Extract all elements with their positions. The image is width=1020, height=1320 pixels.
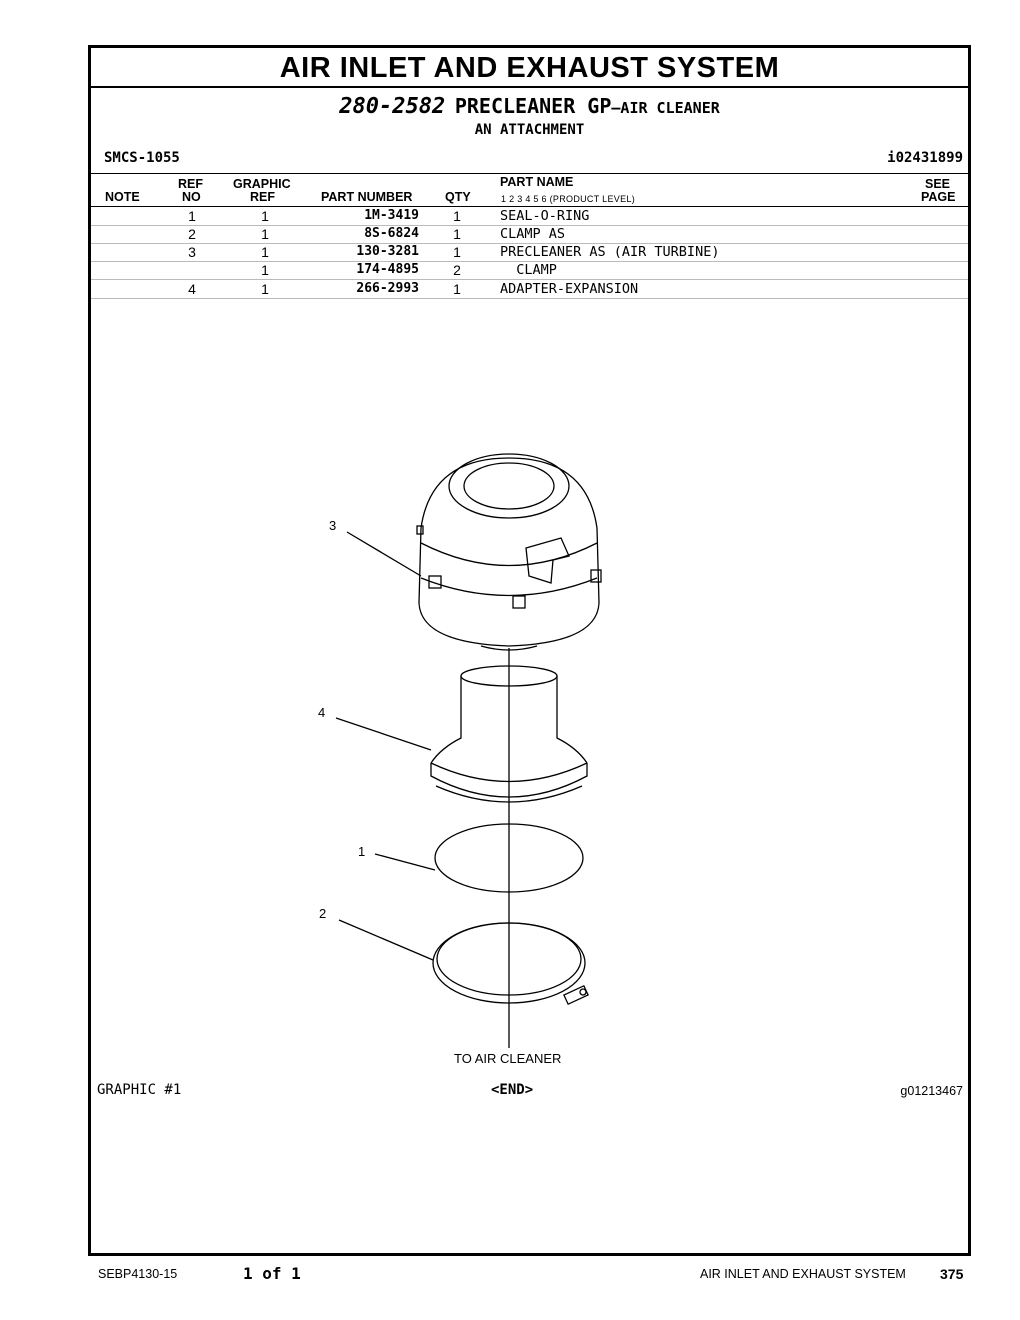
col-header-qty: QTY xyxy=(445,190,471,204)
group-part-number: 280-2582 xyxy=(339,94,446,119)
col-header-part-number: PART NUMBER xyxy=(321,190,413,204)
footer-section: AIR INLET AND EXHAUST SYSTEM xyxy=(700,1267,906,1281)
section-title: AIR INLET AND EXHAUST SYSTEM xyxy=(91,50,968,88)
smcs-code: SMCS-1055 xyxy=(104,150,180,166)
leader-line-3 xyxy=(347,532,421,576)
part-name: CLAMP xyxy=(500,262,557,278)
illustration-id: i02431899 xyxy=(887,150,963,166)
graphic-ref: 1 xyxy=(261,244,269,260)
leader-line-4 xyxy=(336,718,431,750)
col-header-see-top: SEE xyxy=(925,177,951,191)
graphic-ref: 1 xyxy=(261,226,269,242)
col-header-ref-bottom: NO xyxy=(182,190,201,204)
qty: 1 xyxy=(453,208,461,224)
part-name: ADAPTER-EXPANSION xyxy=(500,281,639,297)
part-number: 174-4895 xyxy=(356,262,419,277)
part-number: 266-2993 xyxy=(356,281,419,296)
footer-page-number: 375 xyxy=(940,1266,964,1282)
ref-no: 2 xyxy=(188,226,196,242)
page-frame xyxy=(88,45,971,1256)
qty: 1 xyxy=(453,226,461,242)
flow-label: TO AIR CLEANER xyxy=(454,1051,562,1066)
callout-1: 1 xyxy=(358,844,366,859)
part-number: 1M-3419 xyxy=(364,208,419,223)
group-name: PRECLEANER GP xyxy=(454,94,612,118)
graphic-ref: 1 xyxy=(261,208,269,224)
ref-no: 1 xyxy=(188,208,196,224)
col-header-see-bottom: PAGE xyxy=(921,190,956,204)
col-header-part-name: PART NAME xyxy=(500,175,574,189)
footer-doc-number: SEBP4130-15 xyxy=(98,1267,178,1281)
graphic-label: GRAPHIC #1 xyxy=(97,1082,182,1098)
clamp-part xyxy=(433,923,588,1004)
callout-2: 2 xyxy=(319,906,327,921)
footer-page-of: 1 of 1 xyxy=(243,1264,301,1283)
group-dash: — xyxy=(611,99,621,117)
col-header-graphic-top: GRAPHIC xyxy=(233,177,291,191)
ref-no: 4 xyxy=(188,281,196,297)
ref-no: 3 xyxy=(188,244,196,260)
qty: 1 xyxy=(453,244,461,260)
col-header-graphic-bottom: REF xyxy=(250,190,275,204)
callout-4: 4 xyxy=(318,705,326,720)
attachment-label: AN ATTACHMENT xyxy=(474,122,585,138)
graphic-ref: 1 xyxy=(261,281,269,297)
leader-line-1 xyxy=(375,854,435,870)
group-subname: AIR CLEANER xyxy=(620,99,720,117)
part-name: SEAL-O-RING xyxy=(500,208,590,224)
qty: 1 xyxy=(453,281,461,297)
col-header-note: NOTE xyxy=(105,190,140,204)
part-number: 8S-6824 xyxy=(364,226,419,241)
qty: 2 xyxy=(453,262,461,278)
leader-line-2 xyxy=(339,920,433,960)
part-number: 130-3281 xyxy=(356,244,419,259)
part-name: PRECLEANER AS (AIR TURBINE) xyxy=(500,244,720,260)
exploded-view-illustration xyxy=(91,48,968,1253)
col-header-product-level: 1 2 3 4 5 6 (PRODUCT LEVEL) xyxy=(501,194,635,204)
part-name: CLAMP AS xyxy=(500,226,566,242)
col-header-ref-top: REF xyxy=(178,177,203,191)
graphic-ref: 1 xyxy=(261,262,269,278)
end-marker: <END> xyxy=(491,1082,534,1098)
graphic-id: g01213467 xyxy=(900,1084,963,1098)
precleaner-part xyxy=(417,454,601,650)
callout-3: 3 xyxy=(329,518,337,533)
